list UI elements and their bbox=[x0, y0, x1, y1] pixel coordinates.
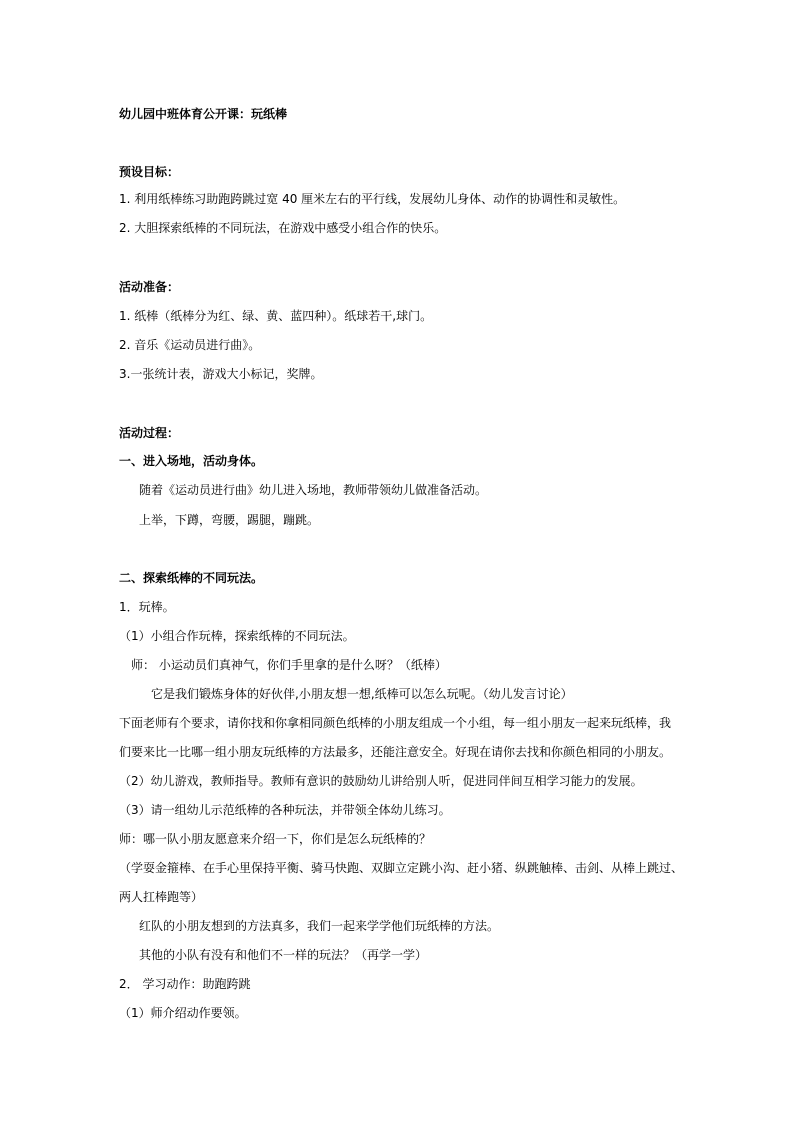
section1-line-2: 上举，下蹲，弯腰，踢腿，蹦跳。 bbox=[139, 513, 320, 527]
process-heading: 活动过程： bbox=[119, 426, 180, 440]
section2-line-3: 师： 小运动员们真神气，你们手里拿的是什么呀？（纸棒） bbox=[131, 658, 447, 672]
section2-line-9: 师：哪一队小朋友愿意来介绍一下，你们是怎么玩纸棒的？ bbox=[119, 832, 432, 846]
section2-line-1: 1．玩棒。 bbox=[119, 600, 175, 614]
section2-line-2: （1）小组合作玩棒，探索纸棒的不同玩法。 bbox=[119, 629, 355, 643]
section2-line-13: 其他的小队有没有和他们不一样的玩法？（再学一学） bbox=[139, 948, 428, 962]
section2-heading: 二、探索纸棒的不同玩法。 bbox=[119, 571, 264, 585]
section2-line-7: （2）幼儿游戏，教师指导。教师有意识的鼓励幼儿讲给别人听，促进同伴间互相学习能力的发展。 bbox=[119, 774, 643, 788]
section2-line-6: 们要来比一比哪一组小朋友玩纸棒的方法最多，还能注意安全。好现在请你去找和你颜色相同的小朋友。 bbox=[119, 745, 672, 759]
section2-line-12: 红队的小朋友想到的方法真多，我们一起来学学他们玩纸棒的方法。 bbox=[139, 919, 500, 933]
section2-line-4: 它是我们锻炼身体的好伙伴,小朋友想一想,纸棒可以怎么玩呢。（幼儿发言讨论） bbox=[151, 687, 573, 701]
goals-item-1: 1. 利用纸棒练习助跑跨跳过宽 40 厘米左右的平行线，发展幼儿身体、动作的协调性和灵敏性。 bbox=[119, 192, 626, 206]
goals-item-2: 2. 大胆探索纸棒的不同玩法，在游戏中感受小组合作的快乐。 bbox=[119, 221, 447, 235]
section2-line-15: （1）师介绍动作要领。 bbox=[119, 1006, 247, 1020]
prep-item-1: 1. 纸棒（纸棒分为红、绿、黄、蓝四种）。纸球若干,球门。 bbox=[119, 309, 433, 323]
section2-line-14: 2． 学习动作：助跑跨跳 bbox=[119, 977, 251, 991]
section1-line-1: 随着《运动员进行曲》幼儿进入场地，教师带领幼儿做准备活动。 bbox=[139, 483, 488, 497]
prep-item-3: 3.一张统计表，游戏大小标记，奖牌。 bbox=[119, 367, 323, 381]
section2-line-8: （3）请一组幼儿示范纸棒的各种玩法，并带领全体幼儿练习。 bbox=[119, 803, 451, 817]
section2-line-5: 下面老师有个要求，请你找和你拿相同颜色纸棒的小朋友组成一个小组，每一组小朋友一起来玩纸棒，我 bbox=[119, 716, 672, 730]
document-title: 幼儿园中班体育公开课：玩纸棒 bbox=[119, 107, 288, 121]
goals-heading: 预设目标： bbox=[119, 165, 180, 179]
section2-line-11: 两人扛棒跑等） bbox=[119, 890, 204, 904]
prep-item-2: 2. 音乐《运动员进行曲》。 bbox=[119, 338, 261, 352]
section1-heading: 一、进入场地，活动身体。 bbox=[119, 454, 264, 468]
prep-heading: 活动准备： bbox=[119, 280, 180, 294]
section2-line-10: （学耍金箍棒、在手心里保持平衡、骑马快跑、双脚立定跳小沟、赶小猪、纵跳触棒、击剑、从棒上跳过、 bbox=[119, 861, 684, 875]
